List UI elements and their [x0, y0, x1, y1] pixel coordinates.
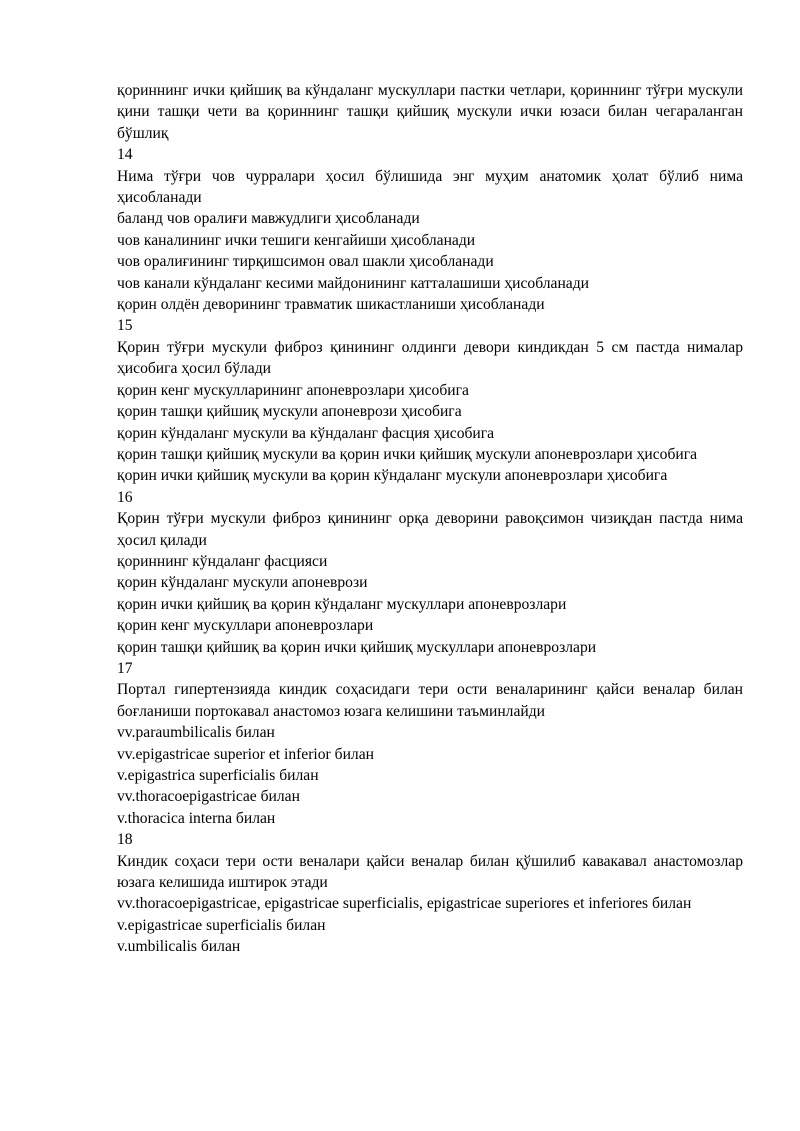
question-number: 14 — [117, 146, 133, 164]
question-block-18 — [117, 829, 743, 957]
answer-option: қорин кенг мускуллари апоневрозлари — [117, 617, 374, 635]
answer-option: v.epigastricae superficialis билан — [117, 916, 326, 934]
question-block-17 — [117, 658, 743, 829]
answer-option: vv.paraumbilicalis билан — [117, 724, 275, 742]
answer-option: чов канали кўндаланг кесими майдонининг катталашиши ҳисобланади — [117, 274, 589, 292]
question-block-16 — [117, 487, 743, 658]
question-number: 18 — [117, 831, 133, 849]
answer-option: чов каналининг ички тешиги кенгайиши ҳисобланади — [117, 231, 476, 249]
question-text: Портал гипертензияда киндик соҳасидаги тери ости веналарининг қайси веналар билан боғланиши портокавал анастомоз юзага келишини таъминлайди — [117, 681, 743, 720]
answer-option: vv.thoracoepigastricae билан — [117, 788, 300, 806]
question-text: Нима тўғри чов чурралари ҳосил бўлишида энг муҳим анатомик ҳолат бўлиб нима ҳисобланади — [117, 167, 743, 207]
answer-option: қорин олдён деворининг травматик шикастланиши ҳисобланади — [117, 296, 545, 314]
answer-option: қорин кўндаланг мускули апоневрози — [117, 574, 368, 592]
answer-option: баланд чов оралиғи мавжудлиги ҳисобланади — [117, 210, 420, 228]
intro-text: қориннинг ички қийшиқ ва кўндаланг мускуллари пастки четлари, қориннинг тўғри мускули қини ташқи чети ва қориннинг ташқи қийшиқ мускули ички юзаси билан чегараланган бўшлиқ — [117, 82, 743, 142]
answer-option: қорин кўндаланг мускули ва кўндаланг фасция ҳисобига — [117, 424, 495, 442]
question-block-15 — [117, 315, 743, 486]
answer-option: қорин ташқи қийшиқ ва қорин ички қийшиқ мускуллари апоневрозлари — [117, 638, 597, 656]
question-text: Киндик соҳаси тери ости веналари қайси веналар билан қўшилиб кавакавал анастомозлар юзага келишида иштирок этади — [117, 852, 743, 892]
answer-option: қориннинг кўндаланг фасцияси — [117, 552, 328, 570]
question-block-14 — [117, 144, 743, 315]
document-page — [117, 80, 743, 958]
answer-option: vv.epigastricae superior et inferior билан — [117, 745, 374, 763]
answer-option: қорин ички қийшиқ мускули ва қорин кўндаланг мускули апоневрозлари ҳисобига — [117, 467, 668, 485]
question-text: Қорин тўғри мускули фиброз қинининг орқа деворини равоқсимон чизиқдан пастда нима ҳосил қилади — [117, 510, 743, 549]
answer-option: қорин ташқи қийшиқ мускули ва қорин ички қийшиқ мускули апоневрозлари ҳисобига — [117, 445, 698, 463]
question-number: 17 — [117, 659, 133, 677]
answer-option: v.umbilicalis билан — [117, 938, 241, 956]
answer-option: чов оралиғининг тирқишсимон овал шакли ҳисобланади — [117, 253, 494, 271]
answer-option: қорин ички қийшиқ ва қорин кўндаланг мускуллари апоневрозлари — [117, 595, 567, 613]
answer-option: v.thoracica interna билан — [117, 809, 276, 827]
answer-option: қорин кенг мускулларининг апоневрозлари ҳисобига — [117, 381, 469, 399]
answer-option: vv.thoracoepigastricae, epigastricae superficialis, epigastricae superiores et inferiores билан — [117, 895, 692, 913]
question-text: Қорин тўғри мускули фиброз қинининг олдинги девори киндикдан 5 см пастда нималар ҳисобига ҳосил бўлади — [117, 338, 743, 378]
answer-option: v.epigastrica superficialis билан — [117, 767, 319, 784]
question-number: 15 — [117, 317, 133, 335]
answer-option: қорин ташқи қийшиқ мускули апоневрози ҳисобига — [117, 403, 462, 421]
question-number: 16 — [117, 488, 133, 506]
